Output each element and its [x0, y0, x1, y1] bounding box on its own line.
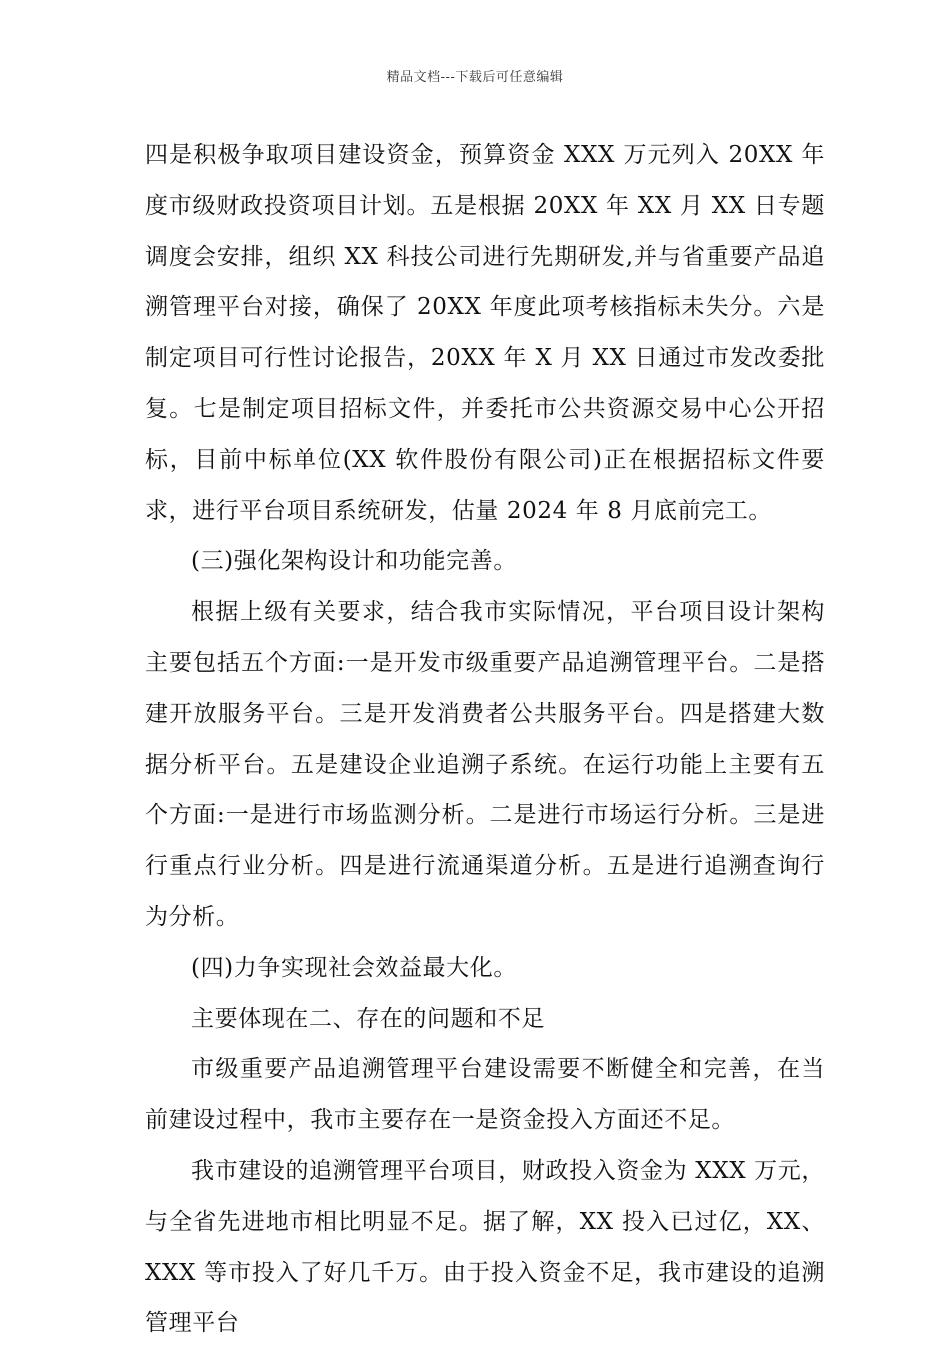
- paragraph-architecture: 根据上级有关要求，结合我市实际情况，平台项目设计架构主要包括五个方面:一是开发市级重要产品追溯管理平台。二是搭建开放服务平台。三是开发消费者公共服务平台。四是搭建大数据分析平台。五是建设企业追溯子系统。在运行功能上主要有五个方面:一是进行市场监测分析。二是进行市场运行分析。三是进行重点行业分析。四是进行流通渠道分析。五是进行追溯查询行为分析。: [145, 599, 825, 930]
- paragraph-problems-intro: 市级重要产品追溯管理平台建设需要不断健全和完善，在当前建设过程中，我市主要存在一是资金投入方面还不足。: [145, 1056, 825, 1134]
- document-body: [145, 130, 825, 1349]
- paragraph-problems-heading: 主要体现在二、存在的问题和不足: [191, 1005, 545, 1032]
- paragraph-funding: 四是积极争取项目建设资金，预算资金 XXX 万元列入 20XX 年度市级财政投资项目计划。五是根据 20XX 年 XX 月 XX 日专题调度会安排，组织 XX 科技公司进行先期研发,并与省重要产品追溯管理平台对接，确保了 20XX 年度此项考核指标未失分。六是制定项目可行性讨论报告，20XX 年 X 月 XX 日通过市发改委批复。七是制定项目招标文件，并委托市公共资源交易中心公开招标，目前中标单位(XX 软件股份有限公司)正在根据招标文件要求，进行平台项目系统研发，估量 2024 年 8 月底前完工。: [145, 142, 825, 524]
- page-header: 精品文档---下载后可任意编辑: [386, 70, 564, 85]
- paragraph-funding-shortfall: 我市建设的追溯管理平台项目，财政投入资金为 XXX 万元，与全省先进地市相比明显不足。据了解，XX 投入已过亿，XX、XXX 等市投入了好几千万。由于投入资金不足，我市建设的追溯管理平台: [145, 1157, 825, 1337]
- section-heading-social-benefit: (四)力争实现社会效益最大化。: [191, 954, 517, 981]
- section-heading-architecture: (三)强化架构设计和功能完善。: [191, 548, 517, 575]
